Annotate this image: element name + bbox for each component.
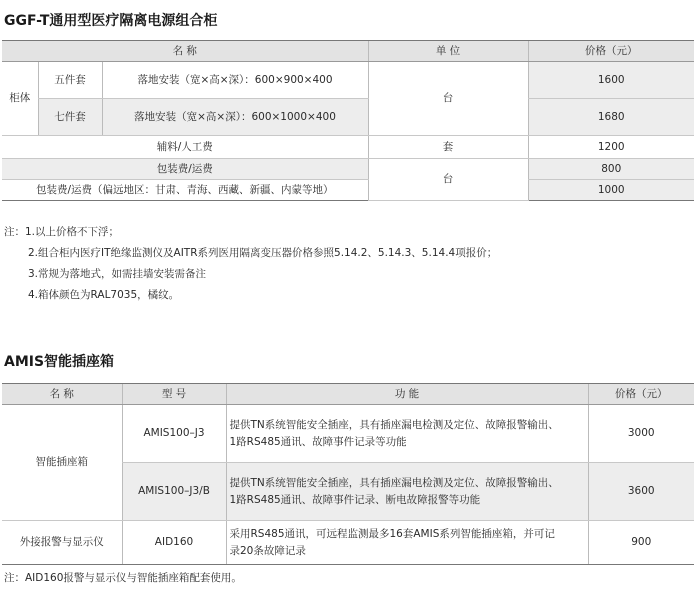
- pack-unit: 台: [368, 159, 528, 201]
- function: [226, 521, 588, 565]
- table-row: [2, 159, 694, 180]
- amis-note: 注：AID160报警与显示仪与智能插座箱配套使用。: [4, 572, 242, 584]
- pack-price: 800: [528, 159, 694, 180]
- function: [226, 405, 588, 463]
- amis-section-title: AMIS智能插座箱: [4, 354, 115, 370]
- function-line: 录20条故障记录: [229, 544, 306, 557]
- model: AID160: [122, 521, 226, 565]
- ggf-price-table: [2, 40, 694, 201]
- model: AMIS100–J3: [122, 405, 226, 463]
- table-row: [2, 180, 694, 201]
- function-line: 采用RS485通讯，可远程监测最多16套AMIS系列智能插座箱，并可记: [229, 527, 555, 540]
- header-unit: 单 位: [368, 41, 528, 62]
- set-name: 五件套: [38, 62, 102, 99]
- table-row: [2, 136, 694, 159]
- cabinet-unit: 台: [368, 62, 528, 136]
- table-row: [2, 521, 694, 565]
- table-row: [2, 99, 694, 136]
- set-price: 1600: [528, 62, 694, 99]
- header-model: 型 号: [122, 384, 226, 405]
- amis-header-row: [2, 384, 694, 405]
- header-name: 名 称: [2, 41, 368, 62]
- ggf-header-row: [2, 41, 694, 62]
- price: 3600: [588, 463, 694, 521]
- note-item: 2.组合柜内医疗IT绝缘监测仪及AITR系列医用隔离变压器价格参照5.14.2、5.14.3、5.14.4项报价；: [28, 247, 498, 259]
- socket-name: 智能插座箱: [2, 405, 122, 521]
- display-name: 外接报警与显示仪: [2, 521, 122, 565]
- function-line: 1路RS485通讯、故障事件记录、断电故障报警等功能: [229, 493, 481, 506]
- aux-name: 辅料/人工费: [2, 136, 368, 159]
- model: AMIS100–J3/B: [122, 463, 226, 521]
- set-name: 七件套: [38, 99, 102, 136]
- pack-remote-price: 1000: [528, 180, 694, 201]
- pack-name: 包装费/运费: [2, 159, 368, 180]
- note-item: 4.箱体颜色为RAL7035，橘纹。: [28, 289, 180, 301]
- function-line: 1路RS485通讯、故障事件记录等功能: [229, 435, 407, 448]
- set-desc: 落地安装（宽×高×深）：600×1000×400: [102, 99, 368, 136]
- header-name: 名 称: [2, 384, 122, 405]
- set-desc: 落地安装（宽×高×深）：600×900×400: [102, 62, 368, 99]
- header-price: 价格（元）: [528, 41, 694, 62]
- function: [226, 463, 588, 521]
- function-line: 提供TN系统智能安全插座，具有插座漏电检测及定位、故障报警输出、: [229, 418, 559, 431]
- table-row: [2, 62, 694, 99]
- note-item: 注：1.以上价格不下浮；: [4, 226, 120, 238]
- price: 900: [588, 521, 694, 565]
- pack-remote-name: 包装费/运费（偏远地区：甘肃、青海、西藏、新疆、内蒙等地）: [2, 180, 368, 201]
- aux-price: 1200: [528, 136, 694, 159]
- set-price: 1680: [528, 99, 694, 136]
- amis-price-table: [2, 383, 694, 565]
- ggf-section-title: GGF-T通用型医疗隔离电源组合柜: [4, 13, 218, 29]
- price: 3000: [588, 405, 694, 463]
- function-line: 提供TN系统智能安全插座，具有插座漏电检测及定位、故障报警输出、: [229, 476, 559, 489]
- aux-unit: 套: [368, 136, 528, 159]
- ggf-notes: [4, 222, 497, 306]
- cabinet-label: 柜体: [2, 62, 38, 136]
- table-row: [2, 405, 694, 463]
- header-function: 功 能: [226, 384, 588, 405]
- header-price: 价格（元）: [588, 384, 694, 405]
- note-item: 3.常规为落地式，如需挂墙安装需备注: [28, 268, 207, 280]
